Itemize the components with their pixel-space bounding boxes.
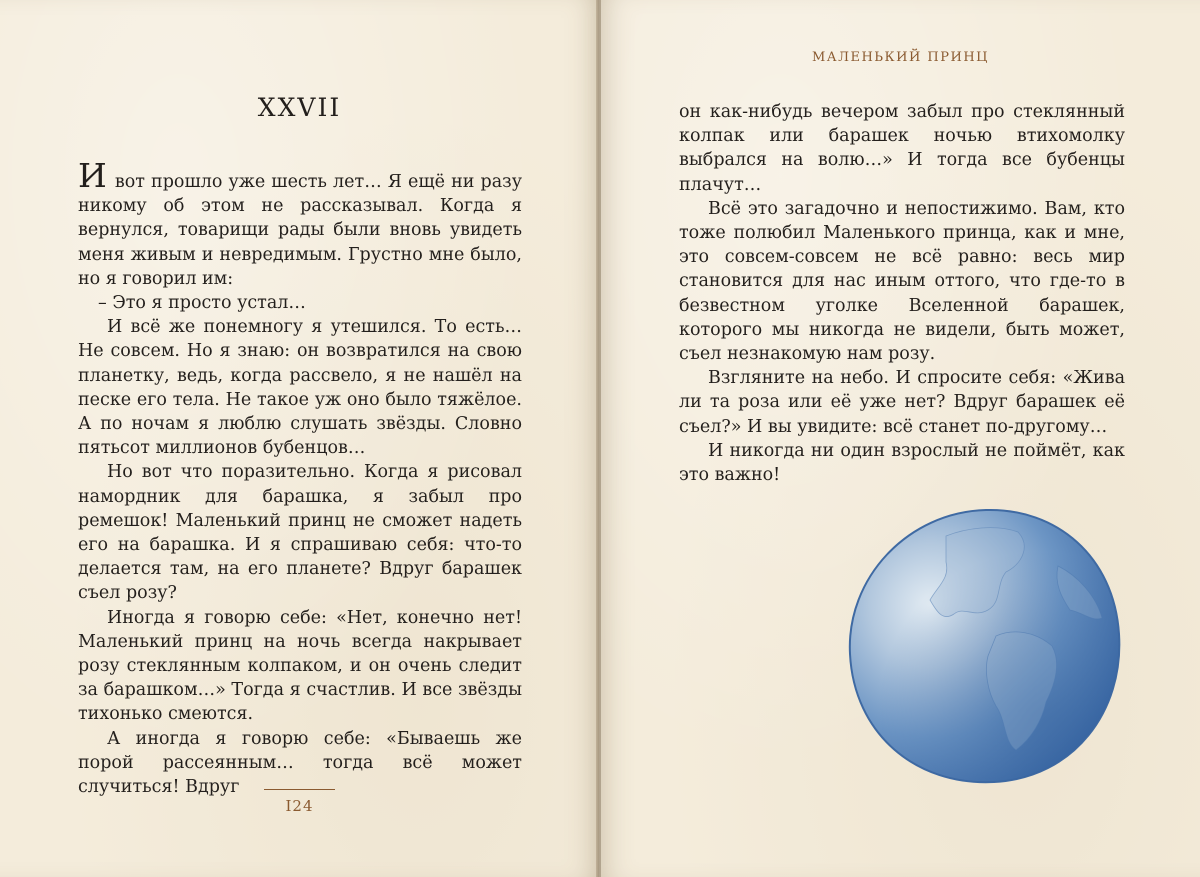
drop-cap: И xyxy=(78,156,107,195)
paragraph-10: И никогда ни один взрослый не поймёт, как это важно! xyxy=(679,440,1125,486)
right-page-text xyxy=(679,100,1125,487)
planet-illustration xyxy=(846,506,1122,786)
left-page-text xyxy=(78,156,522,799)
paragraph-8: Всё это загадочно и непостижимо. Вам, кто тоже полюбил Маленького принца, как и мне, это совсем-совсем не всё равно: весь мир становится для нас иным оттого, что где-то в безвестном уголке Вселенной барашек, которого мы никогда не видели, быть может, съел незнакомую нам розу. xyxy=(679,198,1125,365)
paragraph-2: – Это я просто устал… xyxy=(98,293,306,314)
paragraph-6: А иногда я говорю себе: «Бываешь же порой рассеянным… тогда всё может случиться! Вдруг xyxy=(78,728,522,798)
paragraph-7: он как-нибудь вечером забыл про стеклянный колпак или барашек ночью втихомолку выбрался на волю…» И тогда все бубенцы плачут… xyxy=(679,102,1125,195)
paragraph-3: И всё же понемногу я утешился. То есть… Не совсем. Но я знаю: он возвратился на свою планетку, ведь, когда рассвело, я не нашёл на песке его тела. Не такое уж оно было тяжёлое. А по ночам я люблю слушать звёзды. Словно пятьсот миллионов бубенцов… xyxy=(78,317,522,459)
paragraph-1-text: вот прошло уже шесть лет… Я ещё ни разу никому об этом не рассказывал. Когда я вернулся, товарищи рады были вновь увидеть меня живым и невредимым. Грустно мне было, но я говорил им: xyxy=(78,172,522,289)
running-head: МАЛЕНЬКИЙ ПРИНЦ xyxy=(811,50,990,65)
paragraph-1 xyxy=(78,156,522,291)
page-number-rule xyxy=(264,789,335,790)
paragraph-9: Взгляните на небо. И спросите себя: «Жива ли та роза или её уже нет? Вдруг барашек её съел?» И вы увидите: всё станет по-другому… xyxy=(679,368,1125,437)
left-page xyxy=(0,0,599,877)
chapter-title: XXVII xyxy=(257,93,342,122)
page-number: I24 xyxy=(285,797,314,815)
paragraph-5: Иногда я говорю себе: «Нет, конечно нет! Маленький принц на ночь всегда накрывает розу стеклянным колпаком, и он очень следит за барашком…» Тогда я счастлив. И все звёзды тихонько смеются. xyxy=(78,607,522,725)
paragraph-4: Но вот что поразительно. Когда я рисовал намордник для барашка, я забыл про ремешок! Маленький принц не сможет надеть его на барашка. И я спрашиваю себя: что-то делается там, на его планете? Вдруг барашек съел розу? xyxy=(78,462,522,604)
